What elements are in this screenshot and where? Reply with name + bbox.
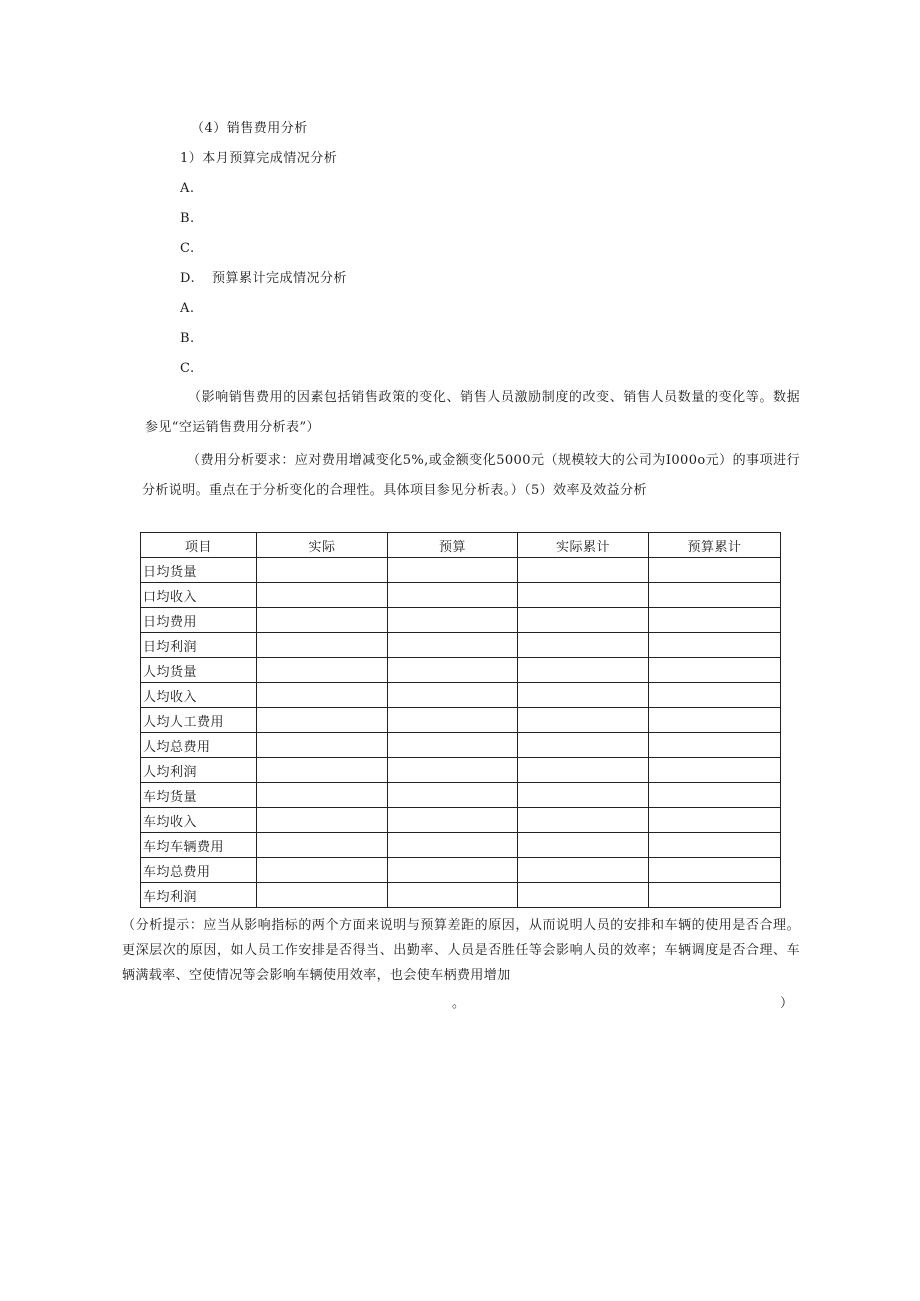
table-cell <box>257 558 388 583</box>
table-cell <box>257 608 388 633</box>
subsection-1-title: 1）本月预算完成情况分析 <box>180 151 338 166</box>
table-cell <box>257 708 388 733</box>
row-label: 人均收入 <box>141 683 257 708</box>
row-label: 口均收入 <box>141 583 257 608</box>
analysis-hint: （分析提示：应当从影响指标的两个方面来说明与预算差距的原因，从而说明人员的安排和车辆的使用是否合理。更深层次的原因，如人员工作安排是否得当、出勤率、人员是否胜任等会影响人员的效率；车辆调度是否合理、车辆满载率、空使情况等会影响车辆使用效率，也会使车柄费用增加 <box>122 918 800 983</box>
row-label: 人均人工费用 <box>141 708 257 733</box>
subsection-2-title: 预算累计完成情况分析 <box>212 271 348 286</box>
table-cell <box>649 558 781 583</box>
table-cell <box>388 808 518 833</box>
table-cell <box>649 783 781 808</box>
row-label: 人均利润 <box>141 758 257 783</box>
table-cell <box>649 833 781 858</box>
subsection-2-item-c: C. <box>180 361 195 376</box>
table-row <box>141 708 781 733</box>
table-cell <box>518 633 649 658</box>
table-cell <box>649 708 781 733</box>
table-cell <box>649 583 781 608</box>
table-header-row <box>141 533 781 558</box>
table-cell <box>388 658 518 683</box>
table-cell <box>518 808 649 833</box>
table-cell <box>518 733 649 758</box>
row-label: 车均利润 <box>141 883 257 908</box>
table-row <box>141 683 781 708</box>
table-cell <box>649 683 781 708</box>
table-row <box>141 583 781 608</box>
subsection-2-item-a: A. <box>180 301 195 316</box>
table-cell <box>388 733 518 758</box>
row-label: 车均车辆费用 <box>141 833 257 858</box>
table-cell <box>518 858 649 883</box>
table-cell <box>257 783 388 808</box>
table-cell <box>649 633 781 658</box>
hint-close-paren: ） <box>780 996 794 1011</box>
table-cell <box>649 808 781 833</box>
hint-period: 。 <box>452 996 466 1011</box>
table-cell <box>388 633 518 658</box>
table-cell <box>388 558 518 583</box>
table-cell <box>257 633 388 658</box>
table-cell <box>649 608 781 633</box>
table-cell <box>518 683 649 708</box>
table-cell <box>518 608 649 633</box>
table-row <box>141 758 781 783</box>
table-cell <box>388 708 518 733</box>
table-cell <box>649 658 781 683</box>
table-cell <box>257 658 388 683</box>
table-cell <box>388 883 518 908</box>
table-cell <box>388 858 518 883</box>
table-cell <box>518 658 649 683</box>
efficiency-analysis-table <box>140 532 781 908</box>
row-label: 车均货量 <box>141 783 257 808</box>
row-label: 日均货量 <box>141 558 257 583</box>
table-cell <box>518 708 649 733</box>
table-cell <box>257 758 388 783</box>
subsection-1-item-b: B. <box>180 211 195 226</box>
table-cell <box>388 783 518 808</box>
table-row <box>141 558 781 583</box>
table-row <box>141 883 781 908</box>
col-header-actual: 实际 <box>257 533 388 558</box>
table-cell <box>257 833 388 858</box>
table-cell <box>257 883 388 908</box>
table-cell <box>388 758 518 783</box>
subsection-1-item-c: C. <box>180 241 195 256</box>
table-row <box>141 783 781 808</box>
table-cell <box>518 883 649 908</box>
table-cell <box>257 808 388 833</box>
col-header-actual-cumulative: 实际累计 <box>518 533 649 558</box>
subsection-2-marker: D. <box>180 271 196 286</box>
table-cell <box>518 758 649 783</box>
section-title: （4）销售费用分析 <box>191 121 308 136</box>
table-cell <box>518 833 649 858</box>
note-expense-analysis-requirement: （费用分析要求：应对费用增减变化5%,或金额变化5000元（规模较大的公司为I000o元）的事项进行分析说明。重点在于分析变化的合理性。具体项目参见分析表。）（5）效率及效益分析 <box>142 453 800 498</box>
row-label: 人均总费用 <box>141 733 257 758</box>
table-cell <box>518 558 649 583</box>
note-sales-expense-factors: （影响销售费用的因素包括销售政策的变化、销售人员激励制度的改变、销售人员数量的变化等。数据参见“空运销售费用分析表”） <box>145 390 800 435</box>
subsection-1-item-a: A. <box>180 181 195 196</box>
table-cell <box>257 733 388 758</box>
table-cell <box>518 583 649 608</box>
table-cell <box>388 583 518 608</box>
table-cell <box>257 683 388 708</box>
subsection-2-item-b: B. <box>180 331 195 346</box>
col-header-budget: 预算 <box>388 533 518 558</box>
table-cell <box>257 858 388 883</box>
table-row <box>141 808 781 833</box>
row-label: 日均费用 <box>141 608 257 633</box>
row-label: 车均总费用 <box>141 858 257 883</box>
table-row <box>141 608 781 633</box>
table-row <box>141 858 781 883</box>
col-header-item: 项目 <box>141 533 257 558</box>
table-cell <box>518 783 649 808</box>
table-row <box>141 633 781 658</box>
row-label: 人均货量 <box>141 658 257 683</box>
table-cell <box>649 733 781 758</box>
table-row <box>141 833 781 858</box>
table-cell <box>257 583 388 608</box>
table-cell <box>649 758 781 783</box>
table-cell <box>388 833 518 858</box>
row-label: 车均收入 <box>141 808 257 833</box>
table-row <box>141 658 781 683</box>
table-cell <box>649 883 781 908</box>
col-header-budget-cumulative: 预算累计 <box>649 533 781 558</box>
table-row <box>141 733 781 758</box>
table-cell <box>388 683 518 708</box>
table-cell <box>388 608 518 633</box>
row-label: 日均利润 <box>141 633 257 658</box>
table-cell <box>649 858 781 883</box>
